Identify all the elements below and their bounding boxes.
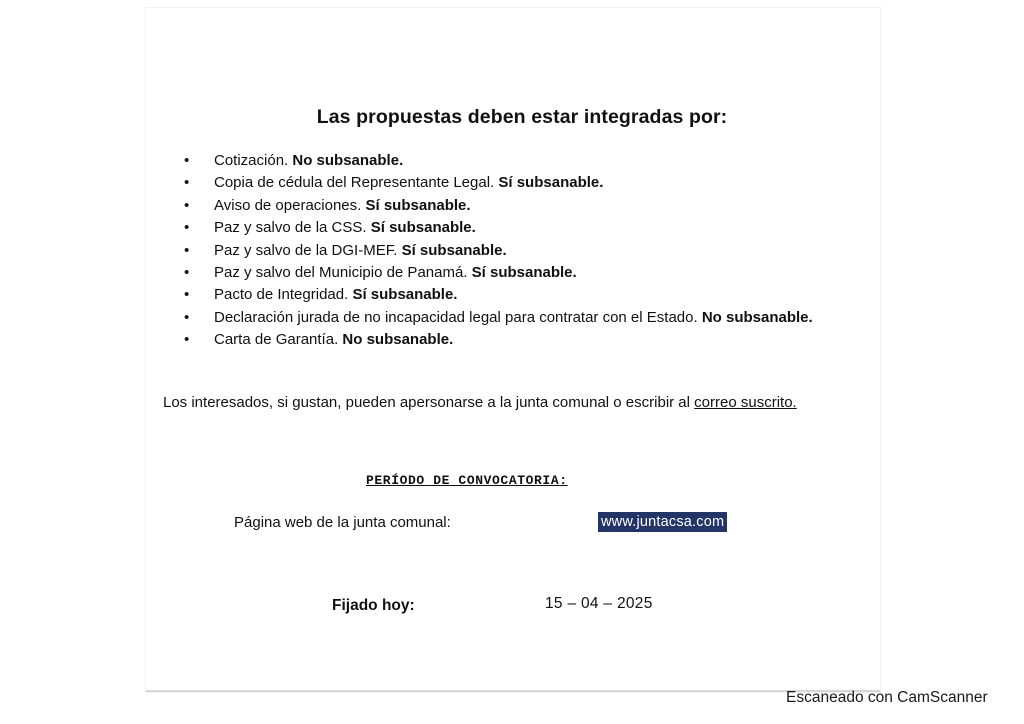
requirement-note: No subsanable. [292, 152, 404, 169]
requirement-note: Sí subsanable. [370, 219, 476, 237]
requirement-text: Aviso de operaciones. [214, 196, 362, 214]
list-item [181, 172, 841, 194]
page-edge-line [146, 690, 880, 692]
requirement-note: No subsanable. [342, 331, 454, 349]
requirement-note: Sí subsanable. [401, 241, 507, 259]
requirement-note: Sí subsanable. [471, 264, 577, 282]
website-label: Página web de la junta comunal: [234, 514, 451, 531]
requirement-text: Pacto de Integridad. [214, 286, 349, 304]
email-link[interactable]: correo suscrito. [694, 394, 797, 411]
requirement-note: Sí subsanable. [352, 286, 458, 304]
requirements-list [181, 150, 841, 352]
posted-date-value: 15 – 04 – 2025 [545, 595, 653, 612]
requirement-text: Cotización. [214, 152, 289, 169]
list-item [181, 195, 841, 217]
list-item [181, 284, 841, 306]
list-item [181, 307, 841, 329]
requirement-text: Paz y salvo de la CSS. [214, 219, 367, 237]
camscanner-watermark: Escaneado con CamScanner [786, 689, 988, 706]
contact-text: Los interesados, si gustan, pueden apersonarse a la junta comunal o escribir al [163, 394, 690, 411]
requirement-text: Paz y salvo de la DGI-MEF. [214, 241, 398, 259]
website-link[interactable]: www.juntacsa.com [598, 512, 727, 532]
list-item [181, 262, 841, 284]
contact-paragraph [163, 392, 831, 413]
document-title: Las propuestas deben estar integradas por: [316, 106, 728, 128]
requirement-text: Declaración jurada de no incapacidad legal para contratar con el Estado. [214, 308, 698, 326]
requirement-text: Copia de cédula del Representante Legal. [214, 174, 495, 192]
requirement-note: No subsanable. [701, 308, 813, 326]
requirement-note: Sí subsanable. [498, 174, 604, 192]
requirement-note: Sí subsanable. [365, 196, 471, 214]
requirement-text: Paz y salvo del Municipio de Panamá. [214, 264, 468, 282]
list-item [181, 329, 841, 351]
list-item [181, 150, 841, 172]
list-item [181, 240, 841, 262]
requirement-text: Carta de Garantía. [214, 331, 339, 349]
period-heading: PERÍODO DE CONVOCATORIA: [366, 473, 568, 488]
list-item [181, 217, 841, 239]
posted-date-label: Fijado hoy: [332, 597, 415, 614]
